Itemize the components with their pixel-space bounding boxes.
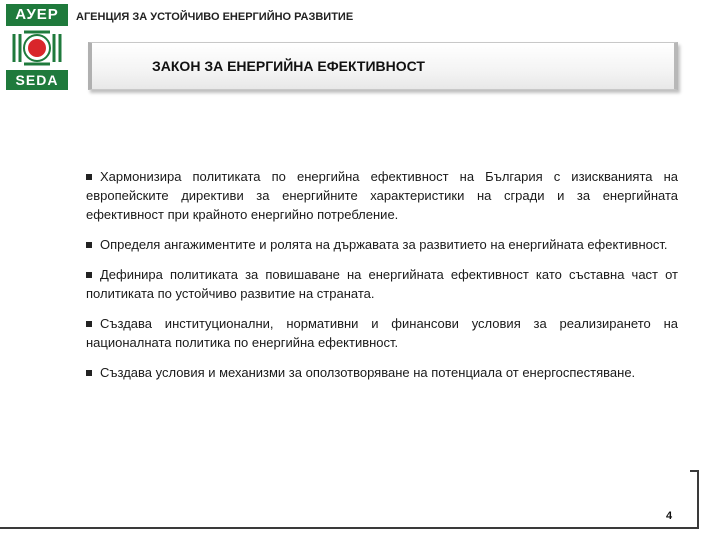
slide-title-bar: [88, 42, 678, 90]
bullet-text: Определя ангажиментите и ролята на държавата за развитието на енергийната ефективност.: [100, 237, 668, 252]
organization-title: АГЕНЦИЯ ЗА УСТОЙЧИВО ЕНЕРГИЙНО РАЗВИТИЕ: [76, 11, 354, 23]
bullet-square-icon: [86, 272, 92, 278]
frame-bottom-line: [0, 527, 699, 529]
logo-emblem-icon: [6, 28, 68, 68]
bullet-list: [86, 167, 678, 393]
bullet-item: [86, 265, 678, 303]
bullet-item: [86, 314, 678, 352]
bullet-text: Хармонизира политиката по енергийна ефективност на България с изискванията на европейските директиви за енергийните характеристики на сгради и за енергийната ефективност при крайното енергийно потребление.: [86, 169, 678, 222]
bullet-item: [86, 167, 678, 224]
bullet-item: [86, 235, 678, 254]
agency-logo: [6, 4, 68, 90]
bullet-square-icon: [86, 321, 92, 327]
logo-top-text: АУЕР: [6, 4, 68, 26]
bullet-square-icon: [86, 174, 92, 180]
frame-right-line: [697, 470, 699, 528]
bullet-square-icon: [86, 242, 92, 248]
page-number: 4: [666, 510, 673, 522]
bullet-text: Създава институционални, нормативни и финансови условия за реализирането на националната политика по енергийна ефективност.: [86, 316, 678, 350]
bullet-text: Създава условия и механизми за оползотворяване на потенциала от енергоспестяване.: [100, 365, 636, 380]
bullet-square-icon: [86, 370, 92, 376]
bullet-text: Дефинира политиката за повишаване на енергийната ефективност като съставна част от политиката по устойчиво развитие на страната.: [86, 267, 678, 301]
bullet-item: [86, 363, 678, 382]
slide-title: ЗАКОН ЗА ЕНЕРГИЙНА ЕФЕКТИВНОСТ: [152, 58, 425, 74]
logo-bottom-text: SEDA: [6, 70, 68, 90]
